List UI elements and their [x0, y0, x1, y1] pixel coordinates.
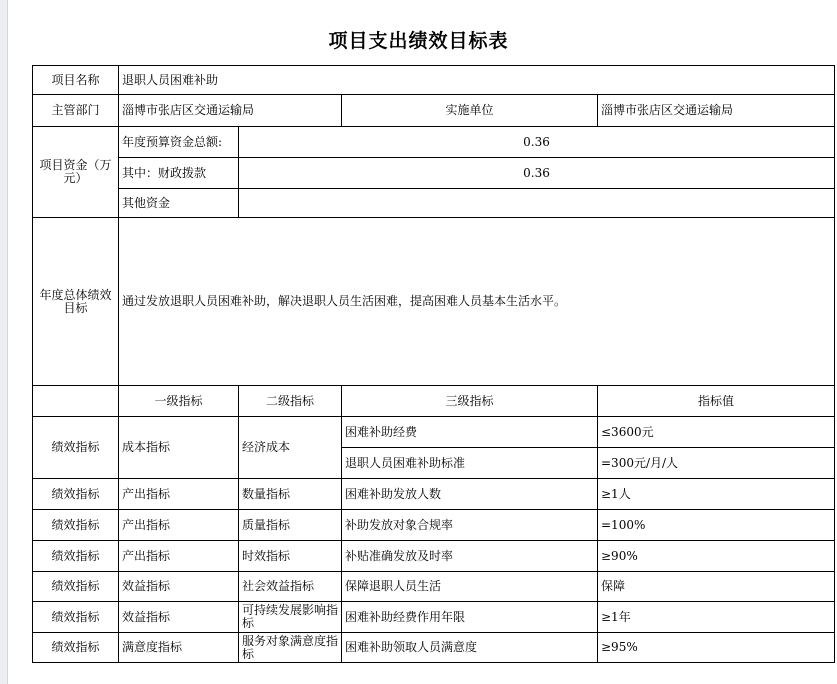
indicator-level2: 经济成本: [239, 417, 342, 479]
indicator-group: 绩效指标: [33, 417, 119, 479]
indicator-level3: 保障退职人员生活: [342, 572, 598, 602]
annual-goal-row: [33, 218, 835, 386]
department-value: 淄博市张店区交通运输局: [119, 95, 342, 127]
indicator-group: 绩效指标: [33, 572, 119, 602]
indicator-value: ≥1人: [598, 479, 835, 510]
indicator-level3: 退职人员困难补助标准: [342, 448, 598, 479]
indicator-level1: 成本指标: [119, 417, 239, 479]
project-funds-label: 项目资金（万元）: [33, 127, 119, 218]
department-label: 主管部门: [33, 95, 119, 127]
implementing-unit-label: 实施单位: [342, 95, 598, 127]
header-level1: 一级指标: [119, 386, 239, 417]
indicator-level3: 困难补助经费: [342, 417, 598, 448]
indicator-row: [33, 633, 835, 663]
indicator-value: 保障: [598, 572, 835, 602]
indicator-level1: 效益指标: [119, 602, 239, 633]
performance-target-table: [32, 65, 835, 663]
annual-goal-label: 年度总体绩效目标: [33, 218, 119, 386]
indicator-level3: 困难补助发放人数: [342, 479, 598, 510]
indicator-level2: 服务对象满意度指标: [239, 633, 342, 663]
project-name-row: [33, 66, 835, 95]
indicator-value: ≥1年: [598, 602, 835, 633]
funds-other-row: [33, 189, 835, 218]
indicator-group: 绩效指标: [33, 479, 119, 510]
header-blank-cell: [33, 386, 119, 417]
indicator-level2: 质量指标: [239, 510, 342, 541]
indicator-value: =300元/月/人: [598, 448, 835, 479]
funds-total-label: 年度预算资金总额:: [119, 127, 239, 158]
indicator-value: ≥90%: [598, 541, 835, 572]
indicator-group: 绩效指标: [33, 602, 119, 633]
indicator-header-row: [33, 386, 835, 417]
page-title: 项目支出绩效目标表: [328, 30, 509, 52]
viewer-left-edge: [0, 0, 8, 684]
funds-finance-row: [33, 158, 835, 189]
funds-total-row: [33, 127, 835, 158]
header-level2: 二级指标: [239, 386, 342, 417]
indicator-value: ≥95%: [598, 633, 835, 663]
project-name-label: 项目名称: [33, 66, 119, 95]
implementing-unit-value: 淄博市张店区交通运输局: [598, 95, 835, 127]
funds-finance-label: 其中：财政拨款: [119, 158, 239, 189]
department-row: [33, 95, 835, 127]
indicator-level3: 困难补助经费作用年限: [342, 602, 598, 633]
indicator-row: [33, 602, 835, 633]
annual-goal-text: 通过发放退职人员困难补助，解决退职人员生活困难，提高困难人员基本生活水平。: [119, 218, 835, 386]
indicator-row: [33, 479, 835, 510]
funds-total-value: 0.36: [239, 127, 835, 158]
indicator-row: [33, 417, 835, 448]
indicator-level2: 时效指标: [239, 541, 342, 572]
funds-other-value: [239, 189, 835, 218]
indicator-group: 绩效指标: [33, 510, 119, 541]
header-level3: 三级指标: [342, 386, 598, 417]
project-name-value: 退职人员困难补助: [119, 66, 835, 95]
indicator-level1: 效益指标: [119, 572, 239, 602]
indicator-row: [33, 541, 835, 572]
indicator-level1: 产出指标: [119, 541, 239, 572]
indicator-row: [33, 510, 835, 541]
indicator-level3: 补助发放对象合规率: [342, 510, 598, 541]
indicator-level1: 产出指标: [119, 479, 239, 510]
indicator-level1: 满意度指标: [119, 633, 239, 663]
indicator-level2: 数量指标: [239, 479, 342, 510]
indicator-level2: 可持续发展影响指标: [239, 602, 342, 633]
funds-other-label: 其他资金: [119, 189, 239, 218]
indicator-level2: 社会效益指标: [239, 572, 342, 602]
indicator-level3: 补贴准确发放及时率: [342, 541, 598, 572]
header-value: 指标值: [598, 386, 835, 417]
indicator-group: 绩效指标: [33, 541, 119, 572]
indicator-group: 绩效指标: [33, 633, 119, 663]
funds-finance-value: 0.36: [239, 158, 835, 189]
indicator-row: [33, 572, 835, 602]
indicator-value: =100%: [598, 510, 835, 541]
indicator-level3: 困难补助领取人员满意度: [342, 633, 598, 663]
indicator-value: ≤3600元: [598, 417, 835, 448]
indicator-level1: 产出指标: [119, 510, 239, 541]
